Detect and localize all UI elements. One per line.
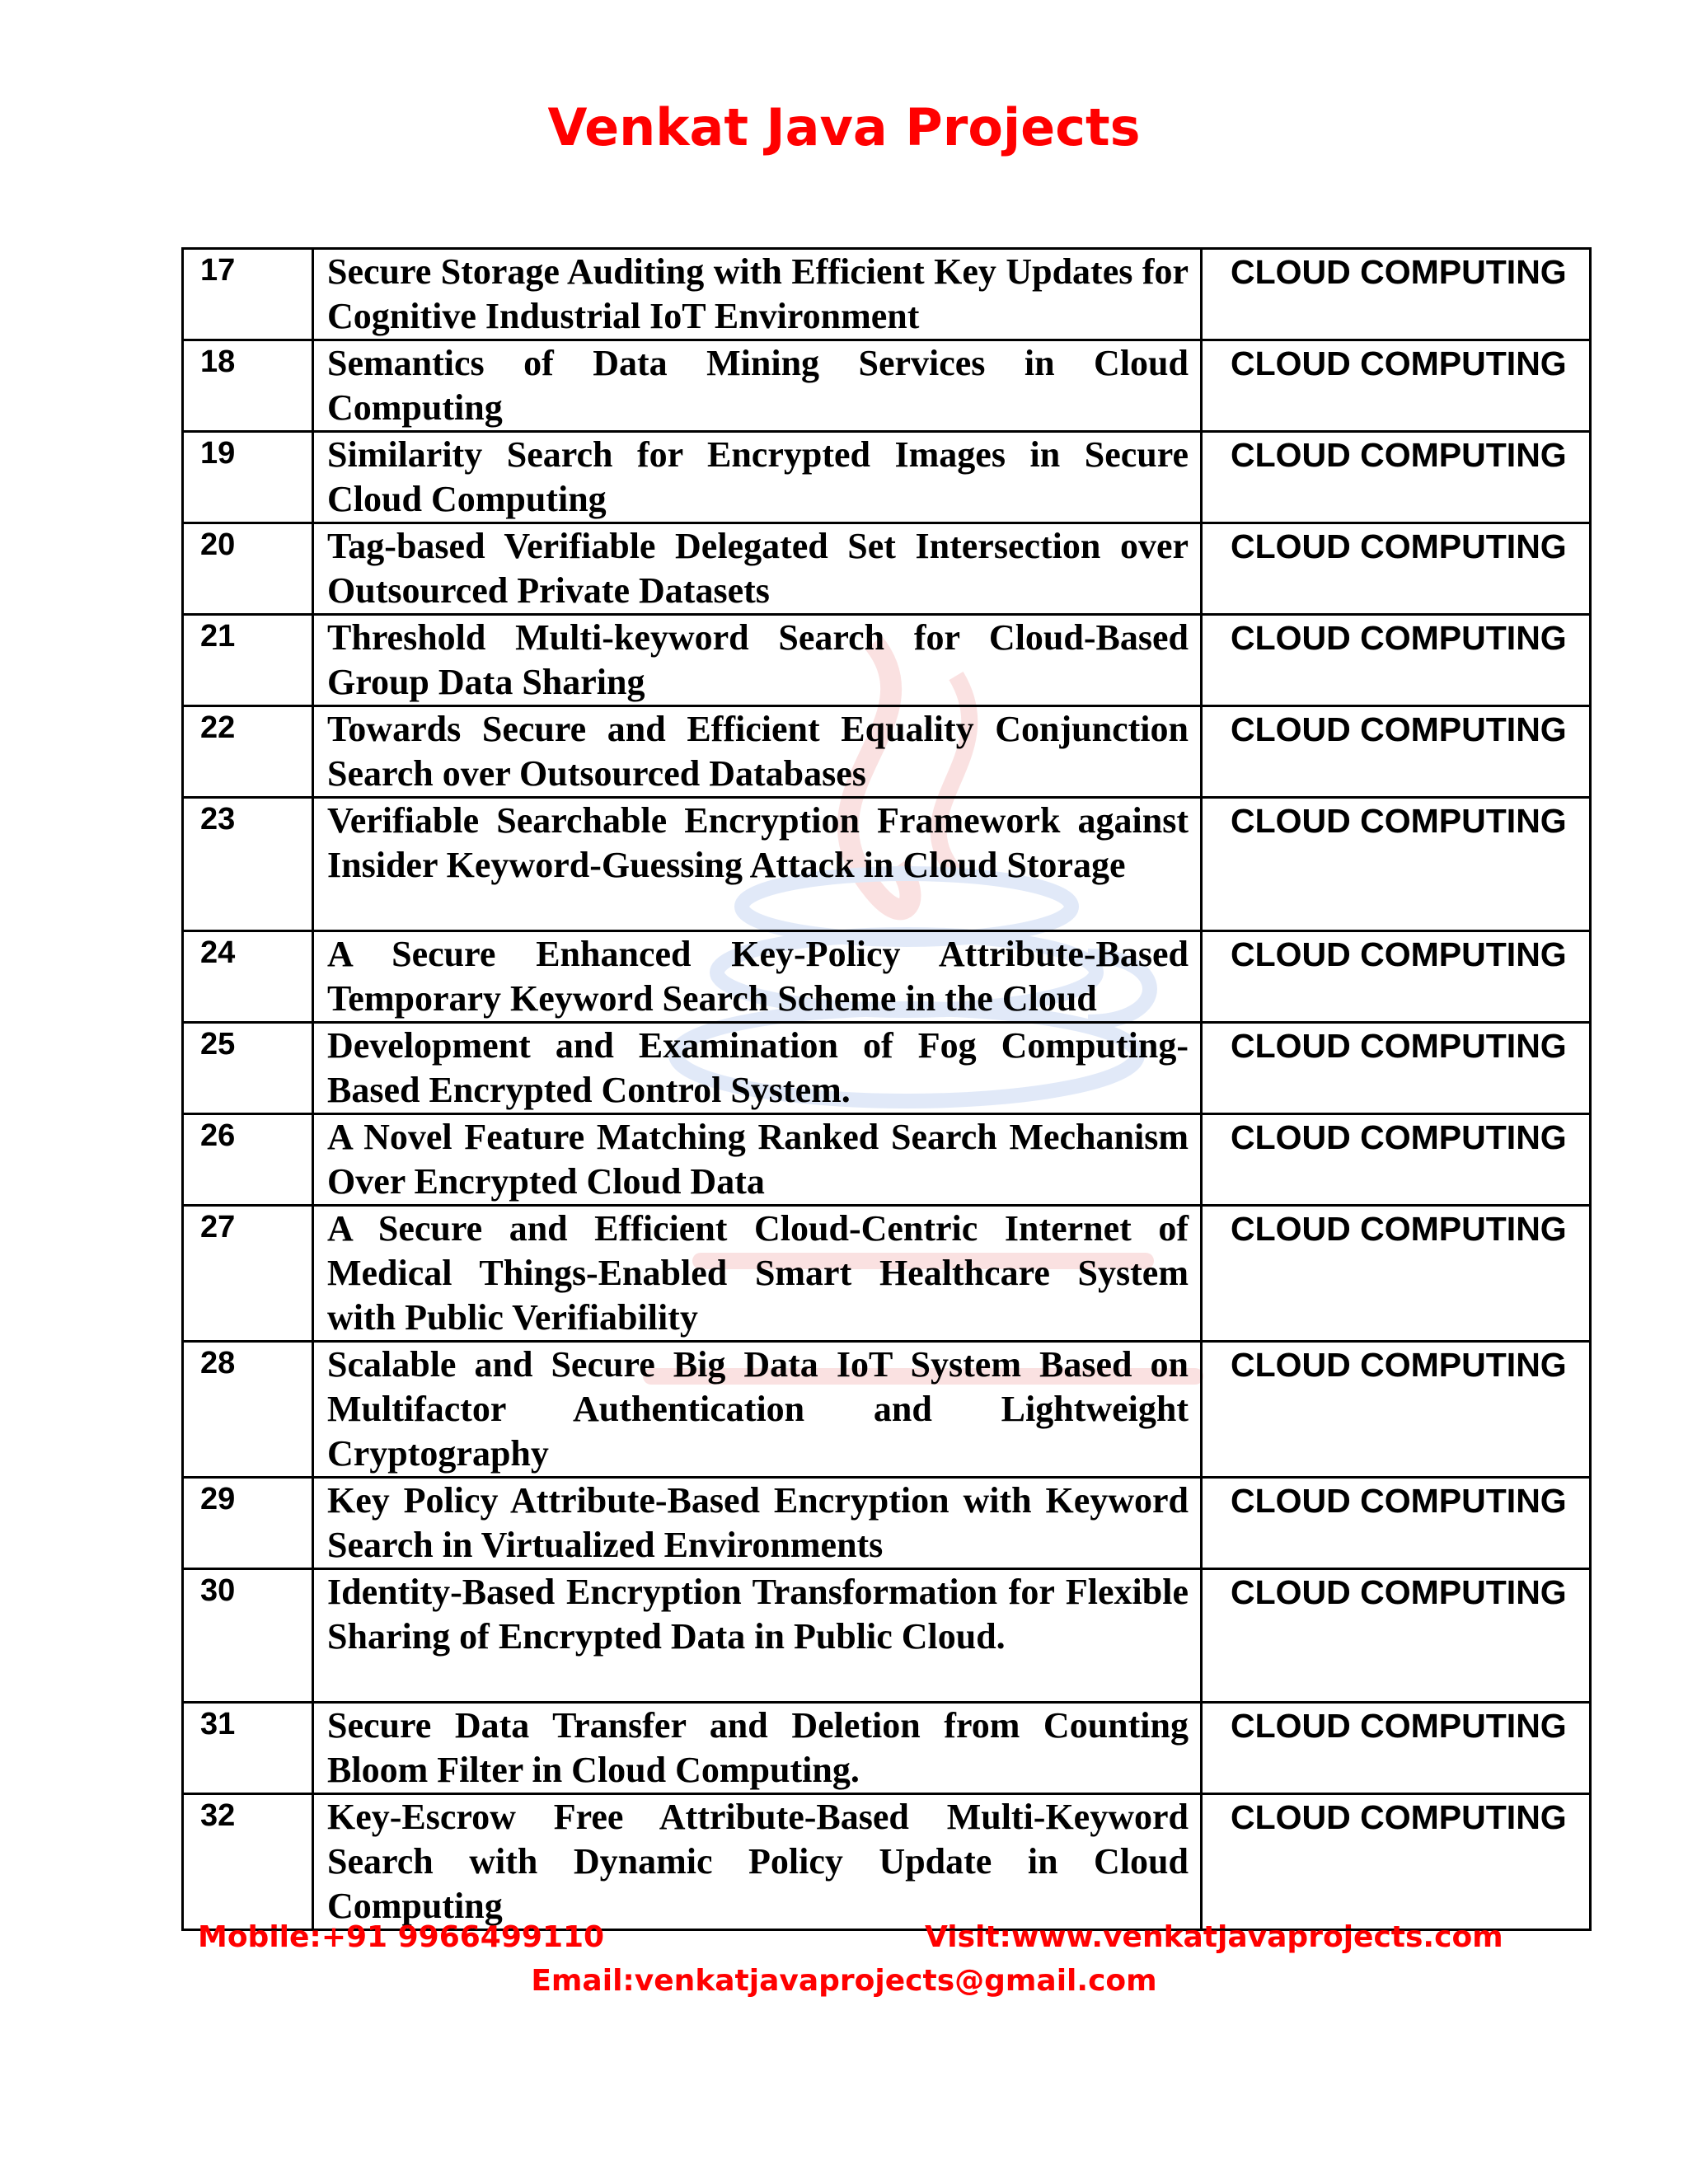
row-number: 19 (183, 432, 313, 523)
project-domain: CLOUD COMPUTING (1202, 1794, 1591, 1930)
table-row (183, 931, 1591, 1023)
footer-email: Email:venkatjavaprojects@gmail.com (531, 1964, 1157, 1998)
project-title: A Novel Feature Matching Ranked Search Mechanism Over Encrypted Cloud Data (313, 1114, 1202, 1206)
project-domain: CLOUD COMPUTING (1202, 931, 1591, 1023)
project-title: Secure Data Transfer and Deletion from Counting Bloom Filter in Cloud Computing. (313, 1703, 1202, 1794)
project-domain: CLOUD COMPUTING (1202, 249, 1591, 340)
project-domain: CLOUD COMPUTING (1202, 1703, 1591, 1794)
project-title: Identity-Based Encryption Transformation for Flexible Sharing of Encrypted Data in Public Cloud. (313, 1569, 1202, 1703)
table-row (183, 340, 1591, 432)
table-row (183, 1342, 1591, 1478)
project-domain: CLOUD COMPUTING (1202, 1114, 1591, 1206)
row-number: 23 (183, 798, 313, 931)
project-domain: CLOUD COMPUTING (1202, 1023, 1591, 1114)
project-title: Tag-based Verifiable Delegated Set Intersection over Outsourced Private Datasets (313, 523, 1202, 615)
project-domain: CLOUD COMPUTING (1202, 1206, 1591, 1342)
project-domain: CLOUD COMPUTING (1202, 1478, 1591, 1569)
project-title: Secure Storage Auditing with Efficient Key Updates for Cognitive Industrial IoT Environment (313, 249, 1202, 340)
table-row (183, 1569, 1591, 1703)
row-number: 24 (183, 931, 313, 1023)
table-row (183, 798, 1591, 931)
row-number: 32 (183, 1794, 313, 1930)
table-row (183, 706, 1591, 798)
row-number: 21 (183, 615, 313, 706)
project-title: Towards Secure and Efficient Equality Conjunction Search over Outsourced Databases (313, 706, 1202, 798)
table-row (183, 1206, 1591, 1342)
project-title: Similarity Search for Encrypted Images in Secure Cloud Computing (313, 432, 1202, 523)
page-title: Venkat Java Projects (547, 97, 1141, 157)
projects-table-body (183, 249, 1591, 1930)
project-title: Scalable and Secure Big Data IoT System Based on Multifactor Authentication and Lightweight Cryptography (313, 1342, 1202, 1478)
project-domain: CLOUD COMPUTING (1202, 340, 1591, 432)
row-number: 30 (183, 1569, 313, 1703)
footer-mobile: Mobile:+91 9966499110 (198, 1920, 605, 1954)
project-title: Development and Examination of Fog Computing-Based Encrypted Control System. (313, 1023, 1202, 1114)
row-number: 22 (183, 706, 313, 798)
row-number: 29 (183, 1478, 313, 1569)
project-title: A Secure Enhanced Key-Policy Attribute-Based Temporary Keyword Search Scheme in the Cloud (313, 931, 1202, 1023)
project-domain: CLOUD COMPUTING (1202, 1569, 1591, 1703)
row-number: 26 (183, 1114, 313, 1206)
table-row (183, 1478, 1591, 1569)
project-title: Semantics of Data Mining Services in Cloud Computing (313, 340, 1202, 432)
project-title: Verifiable Searchable Encryption Framework against Insider Keyword-Guessing Attack in Cloud Storage (313, 798, 1202, 931)
footer-website: Visit:www.venkatjavaprojects.com (925, 1920, 1503, 1954)
project-title: Threshold Multi-keyword Search for Cloud-Based Group Data Sharing (313, 615, 1202, 706)
project-domain: CLOUD COMPUTING (1202, 706, 1591, 798)
table-row (183, 523, 1591, 615)
project-domain: CLOUD COMPUTING (1202, 798, 1591, 931)
projects-table (181, 247, 1592, 1931)
row-number: 31 (183, 1703, 313, 1794)
row-number: 25 (183, 1023, 313, 1114)
row-number: 28 (183, 1342, 313, 1478)
project-domain: CLOUD COMPUTING (1202, 1342, 1591, 1478)
row-number: 17 (183, 249, 313, 340)
row-number: 20 (183, 523, 313, 615)
project-title: A Secure and Efficient Cloud-Centric Internet of Medical Things-Enabled Smart Healthcare System with Public Verifiability (313, 1206, 1202, 1342)
row-number: 18 (183, 340, 313, 432)
project-domain: CLOUD COMPUTING (1202, 615, 1591, 706)
table-row (183, 1794, 1591, 1930)
row-number: 27 (183, 1206, 313, 1342)
project-title: Key Policy Attribute-Based Encryption with Keyword Search in Virtualized Environments (313, 1478, 1202, 1569)
table-row (183, 615, 1591, 706)
table-row (183, 249, 1591, 340)
table-row (183, 432, 1591, 523)
project-domain: CLOUD COMPUTING (1202, 432, 1591, 523)
table-row (183, 1703, 1591, 1794)
table-row (183, 1023, 1591, 1114)
project-domain: CLOUD COMPUTING (1202, 523, 1591, 615)
table-row (183, 1114, 1591, 1206)
project-title: Key-Escrow Free Attribute-Based Multi-Keyword Search with Dynamic Policy Update in Cloud Computing (313, 1794, 1202, 1930)
